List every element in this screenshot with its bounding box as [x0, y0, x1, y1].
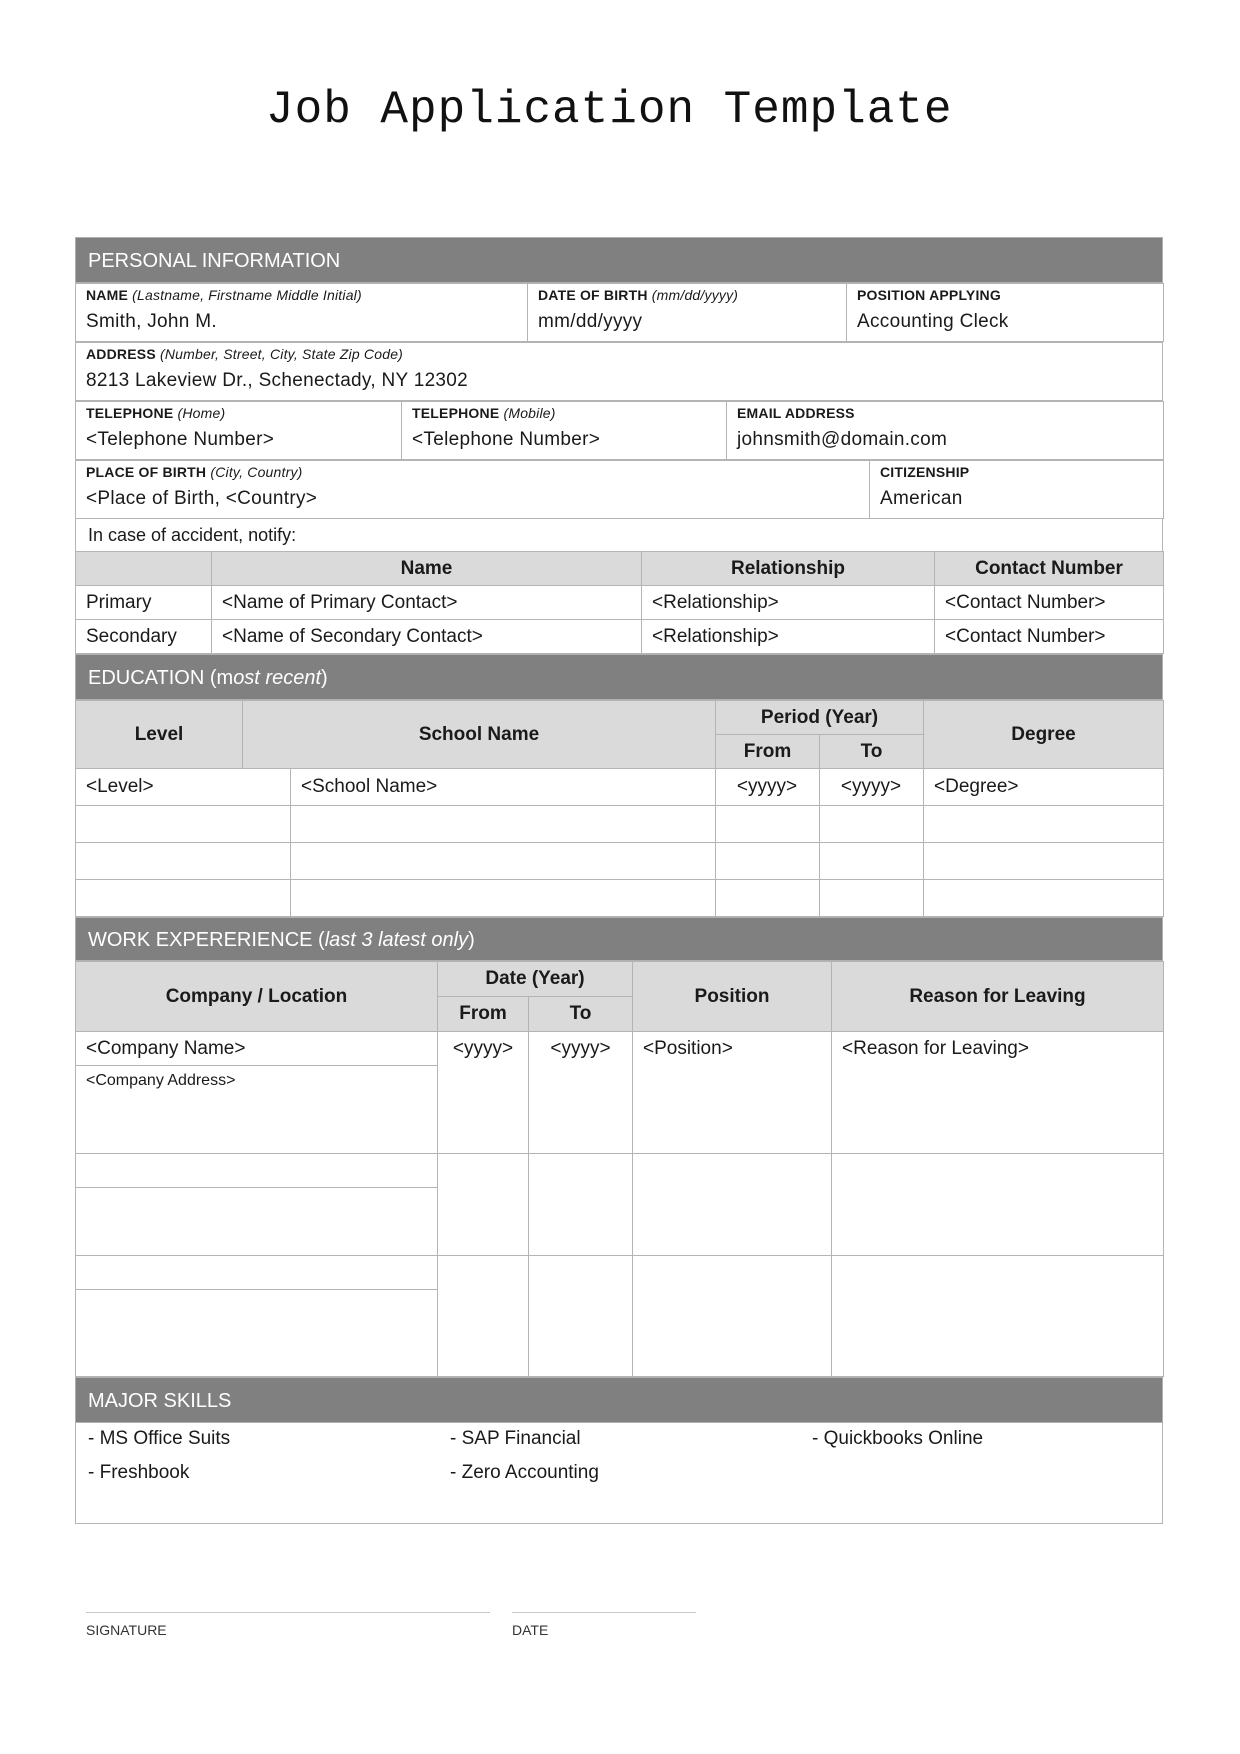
work-from-cell[interactable] [438, 1154, 529, 1256]
address-label: ADDRESS [86, 346, 156, 362]
education-from-header: From [716, 735, 820, 769]
emergency-contact-header: Contact Number [935, 552, 1164, 586]
name-label: NAME [86, 287, 129, 303]
education-row [76, 806, 1164, 843]
work-from-cell[interactable] [438, 1256, 529, 1377]
education-level-header: Level [76, 701, 243, 769]
major-skills-header: MAJOR SKILLS [75, 1377, 1163, 1423]
date-label: DATE [512, 1622, 549, 1638]
work-company-name-cell[interactable]: <Company Name> [76, 1032, 438, 1066]
education-degree-cell[interactable] [924, 843, 1164, 880]
education-school-cell[interactable] [291, 880, 716, 917]
education-to-cell[interactable] [820, 806, 924, 843]
skill-item: - MS Office Suits [88, 1428, 231, 1449]
personal-info-row-2 [75, 342, 1163, 401]
citizenship-field[interactable] [870, 461, 1164, 519]
address-field[interactable] [76, 343, 1163, 401]
education-degree-header: Degree [924, 701, 1164, 769]
education-to-header: To [820, 735, 924, 769]
work-reason-header: Reason for Leaving [832, 962, 1164, 1032]
page-title: Job Application Template [266, 84, 953, 136]
emergency-name-header: Name [212, 552, 642, 586]
education-row [76, 769, 1164, 806]
work-reason-cell[interactable]: <Reason for Leaving> [832, 1032, 1164, 1154]
citizenship-label: CITIZENSHIP [880, 464, 970, 480]
work-company-name-cell[interactable] [76, 1256, 438, 1290]
emergency-relationship-header: Relationship [642, 552, 935, 586]
education-from-cell[interactable] [716, 806, 820, 843]
work-position-cell[interactable] [633, 1154, 832, 1256]
emergency-type: Primary [76, 586, 212, 620]
work-date-header: Date (Year) [438, 962, 633, 997]
major-skills-list [75, 1423, 1163, 1524]
skill-item: - Freshbook [88, 1462, 190, 1483]
emergency-contact-cell[interactable]: <Contact Number> [935, 620, 1164, 654]
education-to-cell[interactable] [820, 843, 924, 880]
education-to-cell[interactable]: <yyyy> [820, 769, 924, 806]
work-experience-table [75, 961, 1164, 1377]
emergency-row-secondary [76, 620, 1164, 654]
email-label: EMAIL ADDRESS [737, 405, 855, 421]
work-row [76, 1154, 1164, 1188]
education-degree-cell[interactable] [924, 880, 1164, 917]
dob-label: DATE OF BIRTH [538, 287, 648, 303]
education-header: EDUCATION (most recent) [75, 654, 1163, 700]
work-position-cell[interactable] [633, 1256, 832, 1377]
accident-notify-note: In case of accident, notify: [75, 519, 1163, 551]
telephone-home-label: TELEPHONE [86, 405, 174, 421]
emergency-relationship-cell[interactable]: <Relationship> [642, 586, 935, 620]
emergency-contact-cell[interactable]: <Contact Number> [935, 586, 1164, 620]
place-of-birth-field[interactable] [76, 461, 870, 519]
education-from-cell[interactable] [716, 843, 820, 880]
work-from-header: From [438, 997, 529, 1032]
emergency-name-cell[interactable]: <Name of Primary Contact> [212, 586, 642, 620]
emergency-row-primary [76, 586, 1164, 620]
work-experience-header: WORK EXPERERIENCE (last 3 latest only) [75, 917, 1163, 961]
name-value: Smith, John M. [86, 311, 217, 332]
work-row [76, 1032, 1164, 1066]
work-reason-cell[interactable] [832, 1154, 1164, 1256]
work-company-header: Company / Location [76, 962, 438, 1032]
place-of-birth-value: <Place of Birth, <Country> [86, 488, 318, 509]
signature-label: SIGNATURE [86, 1622, 167, 1638]
place-of-birth-hint: (City, Country) [210, 464, 303, 480]
personal-info-row-1 [75, 283, 1164, 342]
telephone-mobile-hint: (Mobile) [503, 405, 556, 421]
education-row [76, 843, 1164, 880]
work-to-cell[interactable] [529, 1154, 633, 1256]
skill-item: - Quickbooks Online [812, 1428, 984, 1449]
emergency-name-cell[interactable]: <Name of Secondary Contact> [212, 620, 642, 654]
education-level-cell[interactable]: <Level> [76, 769, 291, 806]
education-degree-cell[interactable] [924, 806, 1164, 843]
education-table [75, 700, 1164, 917]
education-degree-cell[interactable]: <Degree> [924, 769, 1164, 806]
position-applying-value: Accounting Cleck [857, 311, 1009, 332]
place-of-birth-label: PLACE OF BIRTH [86, 464, 207, 480]
skill-item: - SAP Financial [450, 1428, 581, 1449]
education-level-cell[interactable] [76, 843, 291, 880]
email-value: johnsmith@domain.com [737, 429, 948, 450]
personal-info-header: PERSONAL INFORMATION [75, 237, 1163, 283]
emergency-relationship-cell[interactable]: <Relationship> [642, 620, 935, 654]
work-company-address-cell[interactable] [76, 1290, 438, 1377]
work-row [76, 1256, 1164, 1290]
work-to-cell[interactable]: <yyyy> [529, 1032, 633, 1154]
date-line[interactable] [512, 1612, 696, 1638]
emergency-contacts-table [75, 551, 1164, 654]
email-field[interactable] [727, 402, 1164, 460]
telephone-mobile-label: TELEPHONE [412, 405, 500, 421]
work-from-cell[interactable]: <yyyy> [438, 1032, 529, 1154]
education-school-header: School Name [243, 701, 716, 769]
dob-value: mm/dd/yyyy [538, 311, 643, 332]
telephone-home-value: <Telephone Number> [86, 429, 275, 450]
education-school-cell[interactable]: <School Name> [291, 769, 716, 806]
address-hint: (Number, Street, City, State Zip Code) [159, 346, 404, 362]
work-reason-cell[interactable] [832, 1256, 1164, 1377]
telephone-home-field[interactable] [76, 402, 402, 460]
dob-field[interactable] [528, 284, 847, 342]
education-school-cell[interactable] [291, 843, 716, 880]
citizenship-value: American [880, 488, 963, 509]
education-level-cell[interactable] [76, 806, 291, 843]
emergency-type-header [76, 552, 212, 586]
signature-line[interactable] [86, 1612, 490, 1638]
position-applying-label: POSITION APPLYING [857, 287, 1001, 303]
telephone-mobile-value: <Telephone Number> [412, 429, 601, 450]
work-company-name-cell[interactable] [76, 1154, 438, 1188]
telephone-mobile-field[interactable] [402, 402, 727, 460]
address-value: 8213 Lakeview Dr., Schenectady, NY 12302 [86, 370, 469, 391]
application-form [75, 237, 1163, 1524]
skill-item: - Zero Accounting [450, 1462, 599, 1483]
education-level-cell[interactable] [76, 880, 291, 917]
education-school-cell[interactable] [291, 806, 716, 843]
work-company-address-cell[interactable] [76, 1188, 438, 1256]
work-to-header: To [529, 997, 633, 1032]
education-row [76, 880, 1164, 917]
name-hint: (Lastname, Firstname Middle Initial) [132, 287, 362, 303]
dob-hint: (mm/dd/yyyy) [651, 287, 739, 303]
work-position-header: Position [633, 962, 832, 1032]
education-from-cell[interactable]: <yyyy> [716, 769, 820, 806]
position-applying-field[interactable] [847, 284, 1164, 342]
name-field[interactable] [76, 284, 528, 342]
work-position-cell[interactable]: <Position> [633, 1032, 832, 1154]
personal-info-row-3 [75, 401, 1164, 460]
education-to-cell[interactable] [820, 880, 924, 917]
work-company-address-cell[interactable]: <Company Address> [76, 1066, 438, 1154]
telephone-home-hint: (Home) [177, 405, 226, 421]
education-period-header: Period (Year) [716, 701, 924, 735]
personal-info-row-4 [75, 460, 1164, 519]
education-from-cell[interactable] [716, 880, 820, 917]
work-to-cell[interactable] [529, 1256, 633, 1377]
emergency-type: Secondary [76, 620, 212, 654]
